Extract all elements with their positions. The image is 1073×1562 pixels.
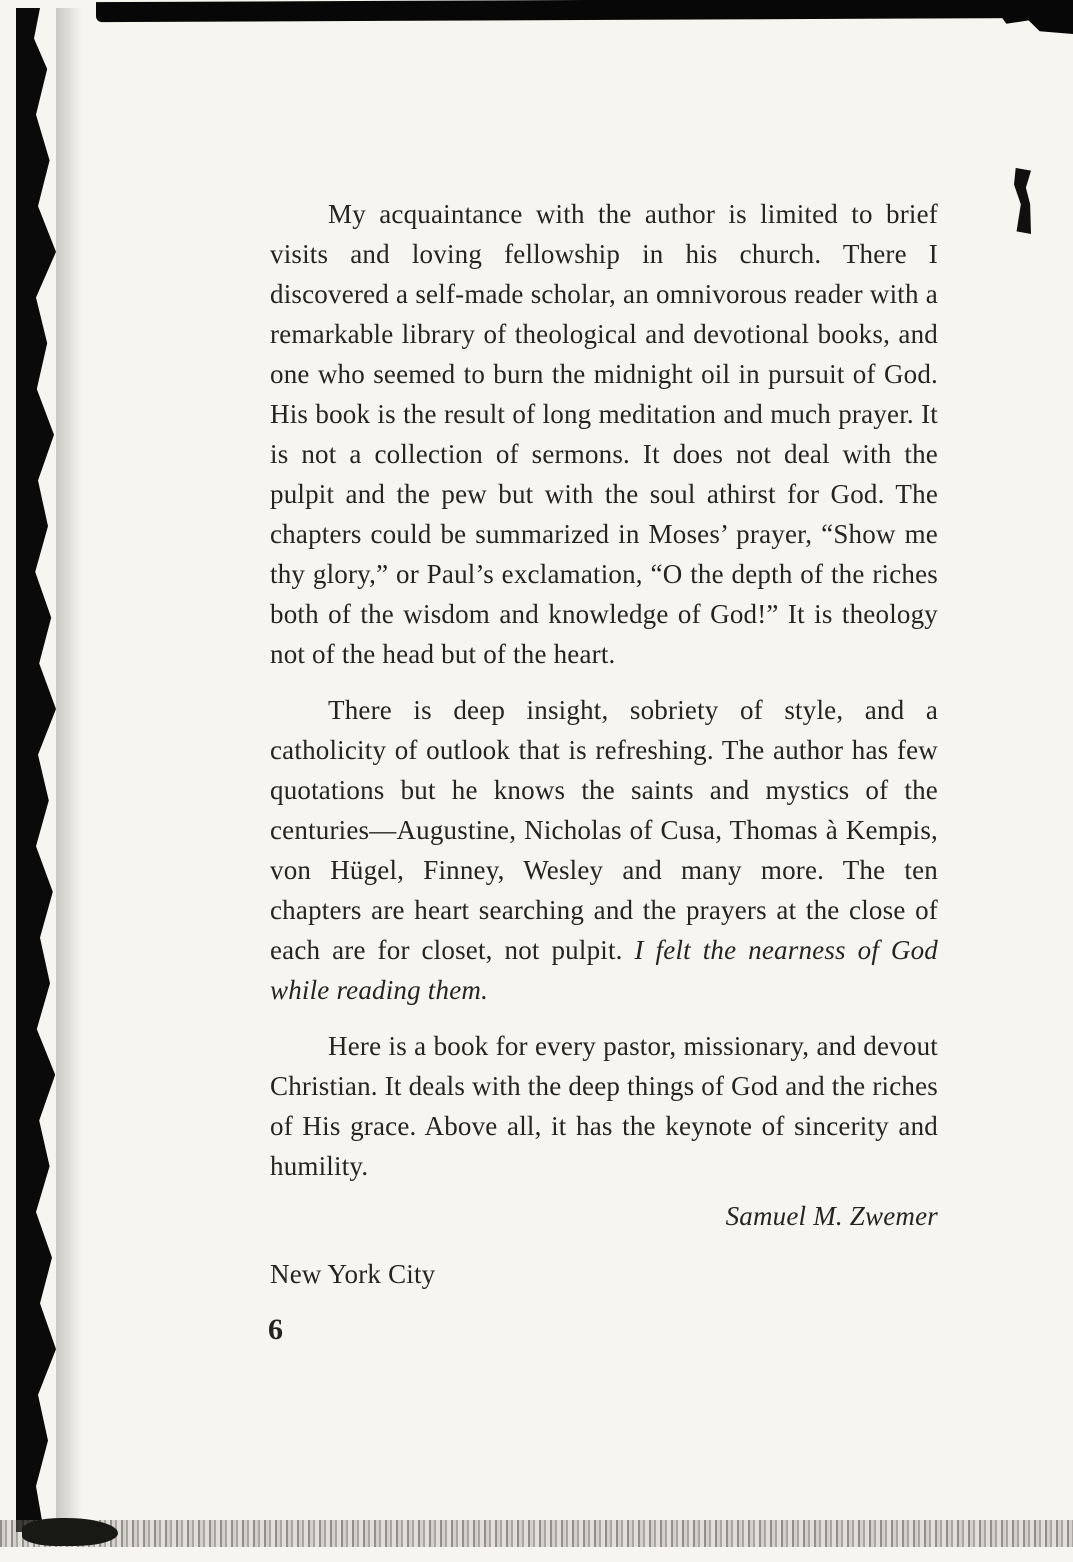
paragraph-3: Here is a book for every pastor, missionary, and devout Christian. It deals with the deep things of God and the riches of His grace. Above all, it has the keynote of sincerity and humility. — [270, 1031, 938, 1181]
paragraph-2 — [270, 690, 938, 1010]
paragraph-2-italic-text: I felt the nearness of God while reading them. — [270, 935, 938, 1005]
scan-artifact-bottom-strip — [0, 1520, 1073, 1547]
scan-artifact-left-shadow — [56, 8, 82, 1522]
author-signature: Samuel M. Zwemer — [725, 1201, 938, 1231]
page-text-block — [270, 194, 938, 1350]
page-number: 6 — [268, 1313, 284, 1346]
scan-artifact-top-bar — [96, 0, 1073, 22]
scan-artifact-top-right-blob — [999, 0, 1073, 34]
scan-artifact-bottom-left-blob — [22, 1518, 118, 1546]
paragraph-1: My acquaintance with the author is limited to brief visits and loving fellowship in his church. There I discovered a self-made scholar, an omnivorous reader with a remarkable library of theological and devotional books, and one who seemed to burn the midnight oil in pursuit of God. His book is the result of long meditation and much prayer. It is not a collection of sermons. It does not deal with the pulpit and the pew but with the soul athirst for God. The chapters could be summarized in Moses’ prayer, “Show me thy glory,” or Paul’s exclamation, “O the depth of the riches both of the wisdom and knowledge of God!” It is theology not of the head but of the heart. — [270, 199, 938, 669]
location-line: New York City — [270, 1259, 436, 1289]
scan-artifact-left-band — [16, 8, 56, 1532]
scan-artifact-right-mark — [1014, 168, 1031, 234]
paragraph-2-normal-text: There is deep insight, sobriety of style, and a catholicity of outlook that is refreshing. The author has few quotations but he knows the saints and mystics of the centuries—Augustine, Nicholas of Cusa, Thomas à Kempis, von Hügel, Finney, Wesley and many more. The ten chapters are heart searching and the prayers at the close of each are for closet, not pulpit. — [270, 695, 938, 965]
